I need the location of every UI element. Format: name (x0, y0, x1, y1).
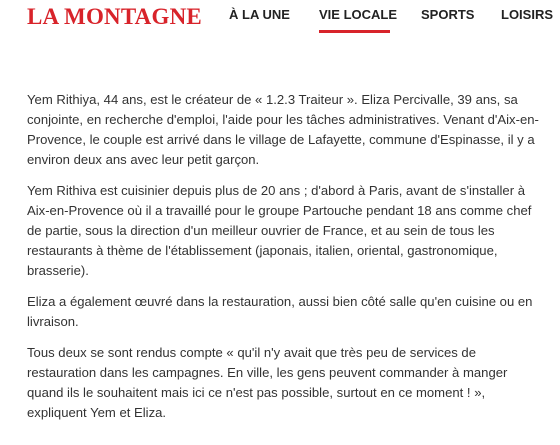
active-nav-underline (319, 30, 390, 33)
nav-item-loisirs[interactable]: LOISIRS (501, 7, 554, 22)
article-body (27, 90, 547, 445)
main-navigation (0, 0, 560, 36)
nav-item-vie-locale[interactable]: VIE LOCALE (319, 7, 398, 22)
site-logo[interactable]: LA MONTAGNE (27, 4, 202, 29)
article-paragraph: Yem Rithiya, 44 ans, est le créateur de « 1.2.3 Traiteur ». Eliza Percivalle, 39 ans, sa conjointe, en recherche d'emploi, l'aide pour les tâches administratives. Venant d'Aix-en-Provence, le couple est arrivé dans le village de Lafayette, commune d'Espinasse, il y a environ deux ans avec leur petit garçon. (27, 92, 539, 167)
nav-item-sports[interactable]: SPORTS (421, 7, 475, 22)
article-paragraph: Eliza a également œuvré dans la restauration, aussi bien côté salle qu'en cuisine ou en livraison. (27, 294, 533, 329)
article-paragraph: Yem Rithiva est cuisinier depuis plus de 20 ans ; d'abord à Paris, avant de s'installer à Aix-en-Provence où il a travaillé pour le groupe Partouche pendant 18 ans comme chef de partie, sous la direction d'un meilleur ouvrier de France, et au sein de tous les restaurants à thème de l'établissement (japonais, italien, oriental, gastronomique, brasserie). (27, 183, 532, 278)
article-paragraph: Tous deux se sont rendus compte « qu'il n'y avait que très peu de services de restauration dans les campagnes. En ville, les gens peuvent commander à manger quand ils le souhaitent mais ici ce n'est pas possible, surtout en ce moment ! », expliquent Yem et Eliza. (27, 345, 508, 420)
top-navigation-bar (0, 0, 560, 36)
nav-item-a-la-une[interactable]: À LA UNE (229, 7, 290, 22)
